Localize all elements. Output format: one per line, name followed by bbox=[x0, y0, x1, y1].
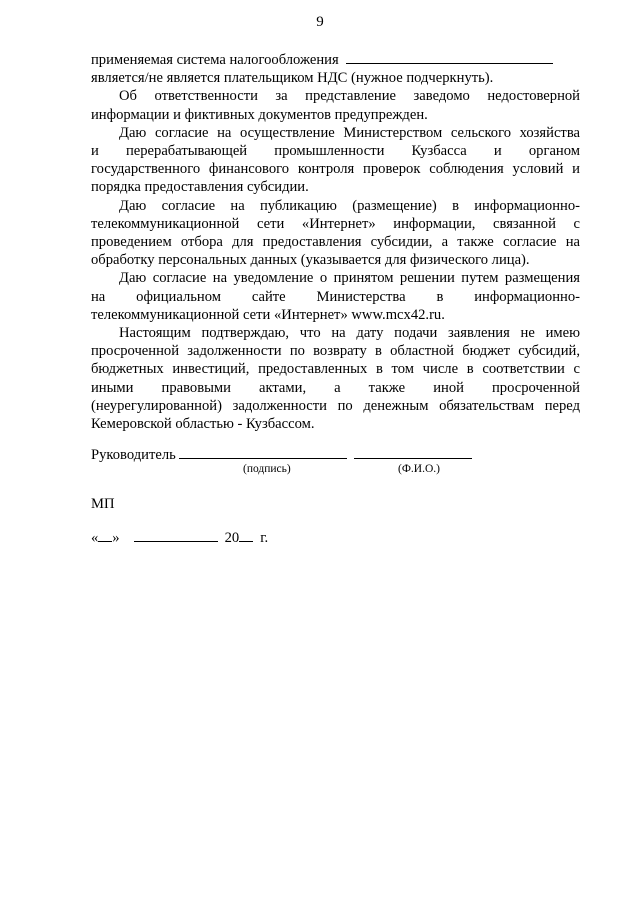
tax-system-blank bbox=[346, 50, 553, 64]
text-line bbox=[91, 50, 580, 69]
text-line bbox=[91, 197, 580, 215]
text-line-content: телекоммуникационной сети «Интернет» информации, связанной с bbox=[91, 215, 580, 232]
text-line bbox=[91, 342, 580, 360]
text-line-content: Даю согласие на осуществление Министерством сельского хозяйства bbox=[119, 124, 580, 141]
text-line bbox=[91, 215, 580, 233]
stamp-placeholder: МП bbox=[91, 496, 115, 512]
text-line-content: бюджетных инвестиций, предоставленных в том числе в соответствии с bbox=[91, 361, 580, 378]
text-line-content: является/не является плательщиком НДС (нужное подчеркнуть). bbox=[91, 70, 494, 87]
text-line-content: обработку персональных данных (указывается для физического лица). bbox=[91, 252, 530, 269]
text-line-content: проведением отбора для предоставления субсидии, а также согласие на bbox=[91, 234, 580, 251]
text-line-content: информации и фиктивных документов предупрежден. bbox=[91, 106, 428, 123]
text-line-content: государственного финансового контроля проверок соблюдения условий и bbox=[91, 161, 580, 178]
signature-line bbox=[91, 445, 472, 464]
text-line-content: Об ответственности за представление заведомо недостоверной bbox=[119, 88, 580, 105]
text-line-content: применяемая система налогообложения bbox=[91, 52, 339, 68]
text-line bbox=[91, 106, 580, 124]
text-line-content: иными правовыми актами, а также иной просроченной bbox=[91, 379, 580, 396]
text-line-content: просроченной задолженности по возврату в областной бюджет субсидий, bbox=[91, 343, 580, 360]
text-line bbox=[91, 397, 580, 415]
text-line-content: телекоммуникационной сети «Интернет» www.mcx42.ru. bbox=[91, 306, 445, 323]
text-line bbox=[91, 87, 580, 105]
text-line bbox=[91, 415, 580, 433]
document-body bbox=[91, 50, 580, 433]
day-blank bbox=[98, 528, 112, 542]
text-line bbox=[91, 233, 580, 251]
text-line bbox=[91, 251, 580, 269]
text-line bbox=[91, 360, 580, 378]
text-line-content: Настоящим подтверждаю, что на дату подачи заявления не имею bbox=[119, 325, 580, 342]
text-line-content: порядка предоставления субсидии. bbox=[91, 179, 309, 196]
text-line-content: Даю согласие на уведомление о принятом решении путем размещения bbox=[119, 270, 580, 287]
year-prefix: 20 bbox=[224, 530, 240, 546]
page-number: 9 bbox=[316, 14, 324, 30]
text-line-content: на официальном сайте Министерства в информационно- bbox=[91, 288, 580, 305]
text-line bbox=[91, 160, 580, 178]
signature-blank bbox=[179, 445, 347, 459]
year-blank bbox=[239, 528, 253, 542]
date-close-quote: » bbox=[112, 530, 120, 546]
text-line bbox=[91, 269, 580, 287]
text-line bbox=[91, 324, 580, 342]
text-line-content: Даю согласие на публикацию (размещение) в информационно- bbox=[119, 197, 580, 214]
signature-label: Руководитель bbox=[91, 447, 176, 463]
text-line-content: Кемеровской областью - Кузбассом. bbox=[91, 416, 315, 433]
text-line bbox=[91, 288, 580, 306]
month-blank bbox=[134, 528, 218, 542]
text-line bbox=[91, 142, 580, 160]
text-line-content: и перерабатывающей промышленности Кузбасса и органом bbox=[91, 143, 580, 160]
name-blank bbox=[354, 445, 472, 459]
date-open-quote: « bbox=[91, 530, 99, 546]
year-suffix: г. bbox=[260, 530, 269, 546]
name-caption: (Ф.И.О.) bbox=[398, 463, 440, 475]
text-line bbox=[91, 178, 580, 196]
date-line bbox=[91, 528, 268, 547]
text-line bbox=[91, 306, 580, 324]
text-line bbox=[91, 124, 580, 142]
signature-caption: (подпись) bbox=[243, 463, 291, 475]
text-line-content: (неурегулированной) задолженности по денежным обязательствам перед bbox=[91, 397, 580, 414]
text-line bbox=[91, 69, 580, 87]
text-line bbox=[91, 379, 580, 397]
